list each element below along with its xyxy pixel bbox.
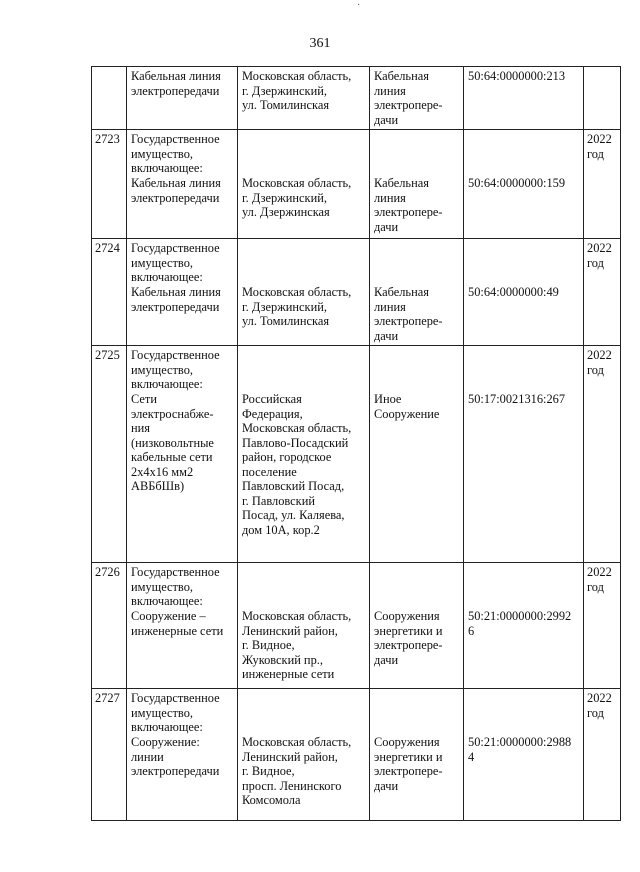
year: 2022 год (587, 348, 612, 377)
object-address: Московская область, г. Дзержинский, ул. Томилинская (242, 69, 352, 112)
object-name: Сети электроснабже- ния (низковольтные кабельные сети 2х4х16 мм2 АВБбШв) (131, 392, 214, 493)
property-table (91, 66, 621, 821)
row-number: 2725 (95, 348, 120, 362)
row-number: 2726 (95, 565, 120, 579)
year: 2022 год (587, 565, 612, 594)
object-type: Сооружения энергетики и электропере- дачи (374, 609, 443, 667)
row-number: 2727 (95, 691, 120, 705)
object-name: Сооружение: линии электропередачи (131, 735, 220, 778)
cadastral-number: 50:64:0000000:159 (468, 176, 566, 190)
cadastral-cell (464, 239, 584, 346)
object-address: Московская область, Ленинский район, г. Видное, Жуковский пр., инженерные сети (242, 609, 352, 681)
cadastral-number: 50:17:0021316:267 (468, 392, 566, 406)
address-cell (238, 563, 370, 689)
type-cell (370, 689, 464, 821)
type-cell (370, 239, 464, 346)
table-row (92, 563, 621, 689)
object-name: Сооружение – инженерные сети (131, 609, 224, 638)
object-type: Сооружения энергетики и электропере- дачи (374, 735, 443, 793)
cadastral-cell (464, 563, 584, 689)
row-number-cell (92, 239, 127, 346)
year-cell (584, 346, 621, 563)
object-type: Иное Сооружение (374, 392, 440, 421)
name-cell (127, 563, 238, 689)
object-name: Кабельная линия электропередачи (131, 69, 221, 98)
cadastral-number: 50:64:0000000:213 (468, 69, 566, 83)
table-row (92, 346, 621, 563)
year: 2022 год (587, 132, 612, 161)
cadastral-cell (464, 689, 584, 821)
name-cell (127, 130, 238, 239)
row-number-cell (92, 67, 127, 130)
table-row (92, 689, 621, 821)
page-number: 361 (309, 36, 331, 51)
group-header: Государственное имущество, включающее: (131, 348, 220, 391)
type-cell (370, 563, 464, 689)
year: 2022 год (587, 241, 612, 270)
address-cell (238, 67, 370, 130)
year: 2022 год (587, 691, 612, 720)
address-cell (238, 346, 370, 563)
address-cell (238, 130, 370, 239)
object-type: Кабельная линия электропере- дачи (374, 69, 443, 127)
cadastral-number: 50:21:0000000:2992 6 (468, 609, 572, 638)
table-row (92, 130, 621, 239)
cadastral-number: 50:64:0000000:49 (468, 285, 559, 299)
row-number-cell (92, 563, 127, 689)
group-header: Государственное имущество, включающее: (131, 132, 220, 175)
scan-mark: · (357, 0, 361, 11)
object-address: Московская область, г. Дзержинский, ул. Томилинская (242, 285, 352, 328)
name-cell (127, 346, 238, 563)
group-header: Государственное имущество, включающее: (131, 691, 220, 734)
name-cell (127, 67, 238, 130)
address-cell (238, 239, 370, 346)
year-cell (584, 67, 621, 130)
cadastral-cell (464, 346, 584, 563)
cadastral-cell (464, 130, 584, 239)
type-cell (370, 346, 464, 563)
row-number-cell (92, 130, 127, 239)
year-cell (584, 563, 621, 689)
year-cell (584, 239, 621, 346)
object-type: Кабельная линия электропере- дачи (374, 176, 443, 234)
object-address: Российская Федерация, Московская область, Павлово-Посадский район, городское поселение Павловский Посад, г. Павловский Посад, ул. Каляева, дом 10А, кор.2 (242, 392, 352, 537)
row-number: 2723 (95, 132, 120, 146)
year-cell (584, 689, 621, 821)
name-cell (127, 689, 238, 821)
group-header: Государственное имущество, включающее: (131, 565, 220, 608)
object-address: Московская область, г. Дзержинский, ул. Дзержинская (242, 176, 352, 219)
group-header: Государственное имущество, включающее: (131, 241, 220, 284)
type-cell (370, 67, 464, 130)
object-type: Кабельная линия электропере- дачи (374, 285, 443, 343)
cadastral-cell (464, 67, 584, 130)
object-name: Кабельная линия электропередачи (131, 285, 221, 314)
cadastral-number: 50:21:0000000:2988 4 (468, 735, 572, 764)
row-number-cell (92, 689, 127, 821)
address-cell (238, 689, 370, 821)
name-cell (127, 239, 238, 346)
object-name: Кабельная линия электропередачи (131, 176, 221, 205)
type-cell (370, 130, 464, 239)
row-number-cell (92, 346, 127, 563)
row-number: 2724 (95, 241, 120, 255)
table-row (92, 67, 621, 130)
object-address: Московская область, Ленинский район, г. Видное, просп. Ленинского Комсомола (242, 735, 352, 807)
table-row (92, 239, 621, 346)
year-cell (584, 130, 621, 239)
